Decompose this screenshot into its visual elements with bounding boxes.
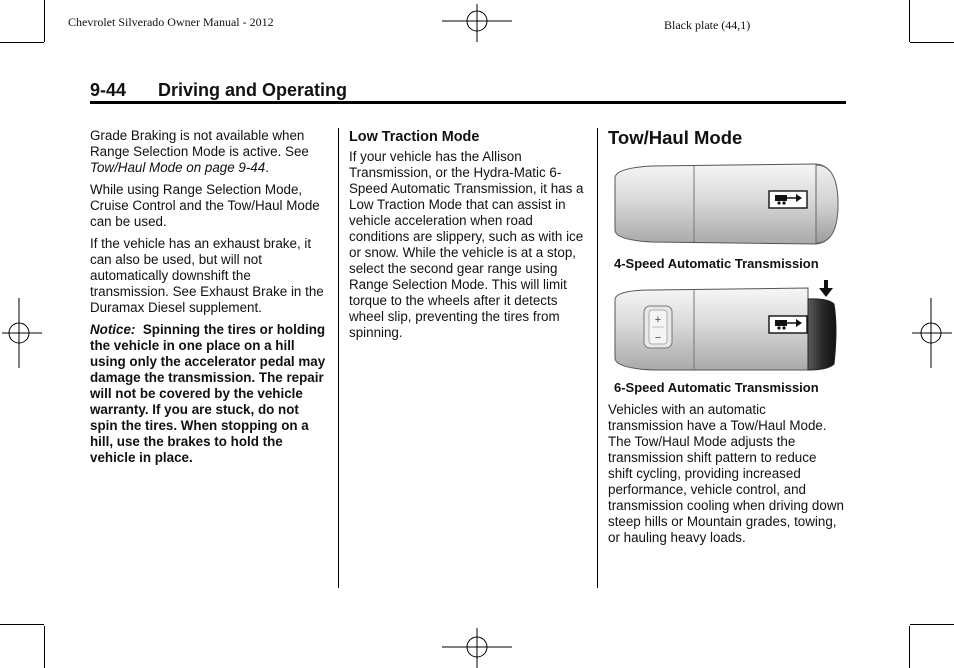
- minus-symbol: −: [654, 332, 662, 344]
- page-number: 9-44: [90, 80, 127, 100]
- plate-label: Black plate (44,1): [664, 18, 751, 32]
- shift-lever-6-speed-illustration: [612, 278, 842, 378]
- lever-dark-tip: [808, 299, 836, 370]
- paragraph-text: Grade Braking is not available when Range Selection Mode is active. See: [90, 128, 309, 159]
- cross-reference-link[interactable]: Tow/Haul Mode on page 9-44: [90, 160, 266, 175]
- heading-tow-haul: Tow/Haul Mode: [608, 127, 743, 148]
- header-rule: [90, 101, 846, 104]
- section-title: Driving and Operating: [158, 80, 348, 100]
- registration-mark-icon: [440, 2, 514, 44]
- notice-text: Spinning the tires or holding the vehicle in one place on a hill using only the accelerator pedal may damage the transmission. The repair will not be covered by the vehicle warranty. If you are stuck, do not spin the tires. When stopping on a hill, use the brakes to hold the vehicle in place.: [90, 322, 326, 465]
- crop-mark: [910, 624, 954, 625]
- crop-mark: [0, 42, 44, 43]
- crop-mark: [909, 626, 910, 668]
- plus-symbol: +: [654, 314, 662, 326]
- manual-title: Chevrolet Silverado Owner Manual - 2012: [68, 15, 274, 29]
- column-divider: [338, 128, 339, 588]
- notice-paragraph: [90, 322, 330, 466]
- crop-mark: [44, 0, 45, 42]
- notice-label: Notice:: [90, 322, 136, 337]
- column-3-heading: [608, 127, 742, 149]
- paragraph: While using Range Selection Mode, Cruise Control and the Tow/Haul Mode can be used.: [90, 182, 320, 229]
- paragraph-text: .: [265, 160, 269, 175]
- tow-haul-icon: [769, 191, 807, 208]
- registration-mark-icon: [440, 626, 514, 668]
- down-arrow-icon: [819, 280, 833, 297]
- tow-haul-icon: [769, 316, 807, 333]
- paragraph: [90, 128, 330, 176]
- caption-4-speed: 4-Speed Automatic Transmission: [614, 256, 819, 271]
- caption-6-speed: 6-Speed Automatic Transmission: [614, 380, 819, 395]
- plus-minus-switch: [644, 306, 672, 348]
- paragraph: If the vehicle has an exhaust brake, it can also be used, but will not automatically downshift the transmission. See Exhaust Brake in the Duramax Diesel supplement.: [90, 236, 324, 315]
- crop-mark: [909, 0, 910, 42]
- crop-mark: [44, 626, 45, 668]
- shift-lever-4-speed-illustration: [612, 160, 842, 250]
- paragraph: Vehicles with an automatic transmission have a Tow/Haul Mode. The Tow/Haul Mode adjusts the transmission shift pattern to reduce shift cycling, providing increased performance, vehicle control, and transmission cooling when driving down steep hills or Mountain grades, towing, or hauling heavy loads.: [608, 402, 844, 545]
- crop-mark: [910, 42, 954, 43]
- crop-mark: [0, 624, 44, 625]
- column-divider: [597, 128, 598, 588]
- column-1: [90, 128, 330, 472]
- column-3-body: [608, 402, 844, 552]
- column-2: [349, 128, 585, 347]
- heading-low-traction: Low Traction Mode: [349, 129, 480, 145]
- paragraph: If your vehicle has the Allison Transmission, or the Hydra-Matic 6-Speed Automatic Transmission, it has a Low Traction Mode that can assist in vehicle acceleration when road conditions are slippery, such as with ice or snow. While the vehicle is at a stop, select the second gear range using Range Selection Mode. This will limit torque to the wheels after it detects wheel slip, preventing the tires from spinning.: [349, 149, 584, 340]
- lever-tip: [816, 165, 838, 243]
- registration-mark-icon: [0, 296, 44, 370]
- registration-mark-icon: [910, 296, 954, 370]
